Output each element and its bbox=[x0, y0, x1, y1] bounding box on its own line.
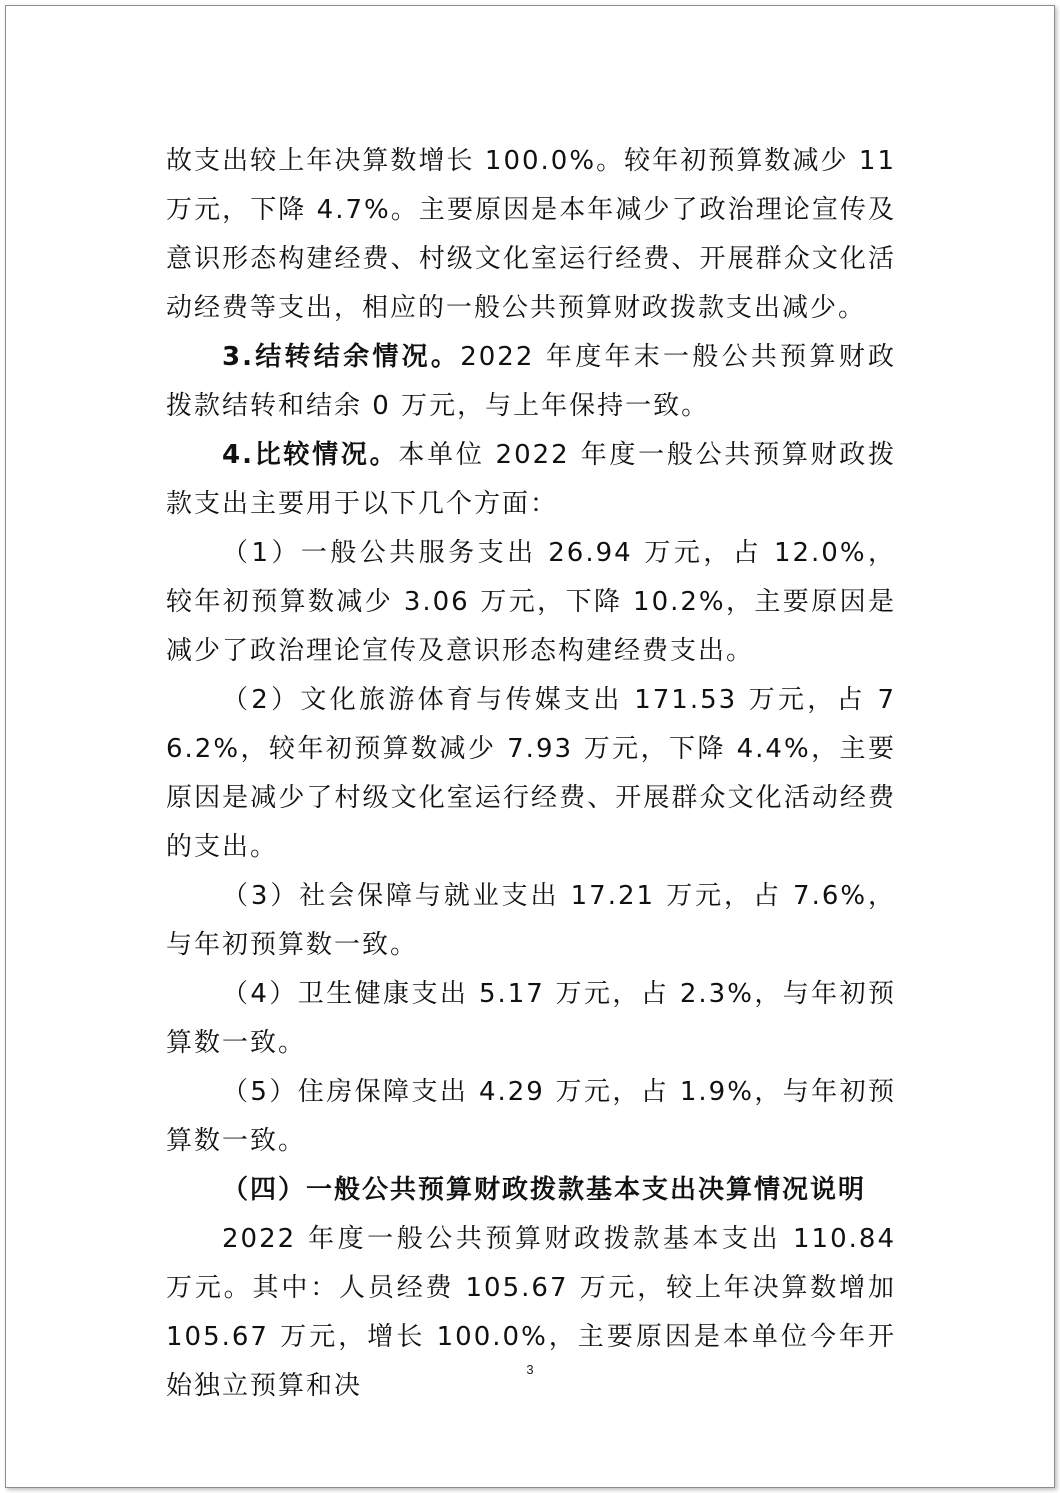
paragraph-carryover-balance bbox=[166, 333, 896, 431]
comparison-text: 本单位 2022 年度一般公共预算财政拨款支出主要用于以下几个方面： bbox=[166, 440, 897, 519]
list-item-culture-tourism-sports: （2）文化旅游体育与传媒支出 171.53 万元，占 76.2%，较年初预算数减少 7.93 万元，下降 4.4%，主要原因是减少了村级文化室运行经费、开展群众文化活动经费的支出。 bbox=[166, 685, 896, 862]
page-number: 3 bbox=[526, 1362, 534, 1377]
comparison-heading: 4.比较情况。 bbox=[222, 440, 399, 470]
carryover-text: 2022 年度年末一般公共预算财政拨款结转和结余 0 万元，与上年保持一致。 bbox=[166, 342, 897, 421]
list-item-general-public-services: （1）一般公共服务支出 26.94 万元，占 12.0%，较年初预算数减少 3.06 万元，下降 10.2%，主要原因是减少了政治理论宣传及意识形态构建经费支出。 bbox=[166, 538, 896, 666]
paragraph-basic-expenditure: 2022 年度一般公共预算财政拨款基本支出 110.84 万元。其中：人员经费 105.67 万元，较上年决算数增加 105.67 万元，增长 100.0%，主要原因是本单位今年开始独立预算和决 bbox=[166, 1224, 896, 1401]
paragraph-expenditure-decrease: 故支出较上年决算数增长 100.0%。较年初预算数减少 11 万元，下降 4.7%。主要原因是本年减少了政治理论宣传及意识形态构建经费、村级文化室运行经费、开展群众文化活动经费等支出，相应的一般公共预算财政拨款支出减少。 bbox=[166, 146, 896, 323]
section-heading-basic-expenditure: （四）一般公共预算财政拨款基本支出决算情况说明 bbox=[222, 1175, 867, 1205]
document-body bbox=[166, 137, 896, 1411]
list-item-health: （4）卫生健康支出 5.17 万元，占 2.3%，与年初预算数一致。 bbox=[166, 979, 896, 1058]
list-item-social-security: （3）社会保障与就业支出 17.21 万元，占 7.6%，与年初预算数一致。 bbox=[166, 881, 896, 960]
list-item-housing: （5）住房保障支出 4.29 万元，占 1.9%，与年初预算数一致。 bbox=[166, 1077, 896, 1156]
carryover-heading: 3.结转结余情况。 bbox=[222, 342, 461, 372]
paragraph-comparison bbox=[166, 431, 896, 529]
